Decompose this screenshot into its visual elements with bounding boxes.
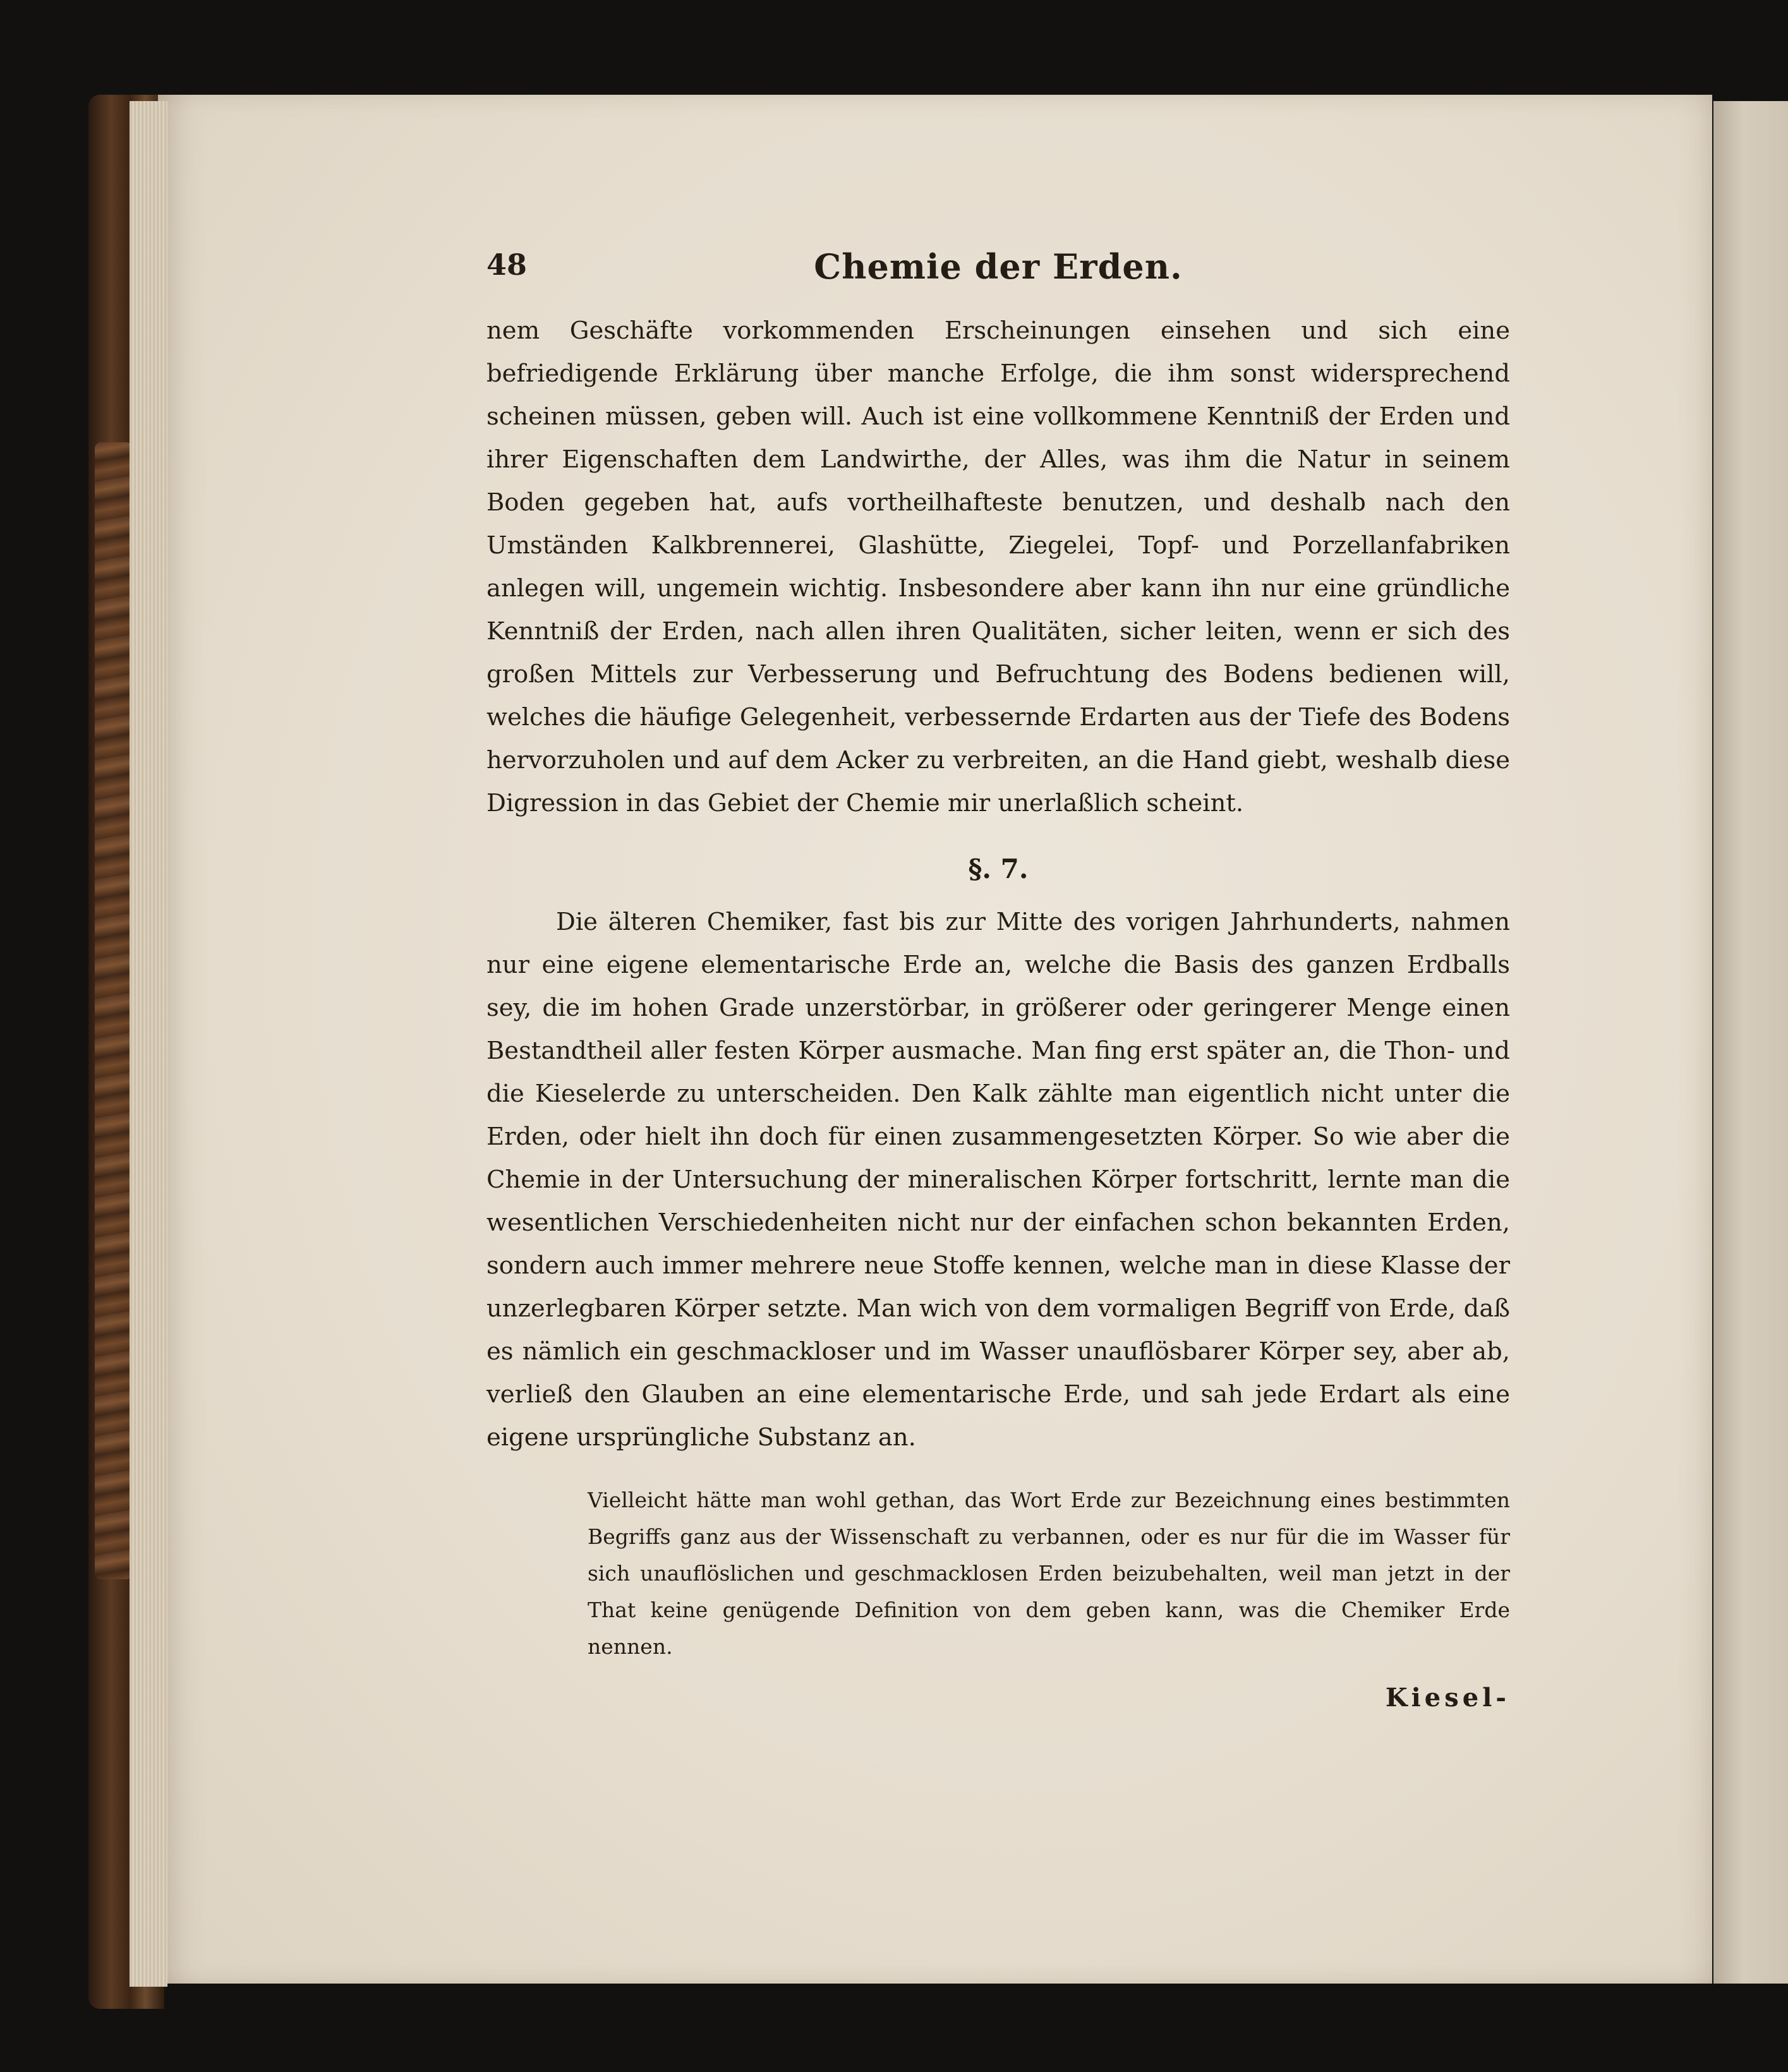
- catchword: Kiesel-: [1385, 1683, 1510, 1713]
- marbled-cover-edge: [95, 442, 133, 1579]
- section-heading: §. 7.: [968, 853, 1029, 884]
- facing-page-edge: [1713, 101, 1788, 1984]
- footnote: Vielleicht hätte man wohl gethan, das Wort Erde zur Bezeichnung eines bestimmten Begriffs ganz aus der Wissenschaft zu verbannen, oder es nur für die im Wasser für sich unauflöslichen und geschmacklosen Erden beizubehalten, weil man jetzt in der That keine genügende Definition von dem geben kann, was die Chemiker Erde nennen.: [588, 1488, 1510, 1659]
- page-text-block: [486, 240, 1510, 1713]
- page-header: [486, 240, 1510, 310]
- page-edges: [130, 101, 167, 1987]
- paragraph-continued: nem Geschäfte vorkommenden Erscheinungen einsehen und sich eine befriedigende Erklärung über manche Erfolge, die ihm sonst widersprechend scheinen müssen, geben will. Auch ist eine vollkommene Kenntniß der Erden und ihrer Eigenschaften dem Landwirthe, der Alles, was ihm die Natur in seinem Boden gegeben hat, aufs vortheilhafteste benutzen, und deshalb nach den Umständen Kalkbrennerei, Glashütte, Ziegelei, Topf- und Porzellanfabriken anlegen will, ungemein wichtig. Insbesondere aber kann ihn nur eine gründliche Kenntniß der Erden, nach allen ihren Qualitäten, sicher leiten, wenn er sich des großen Mittels zur Verbesserung und Befruchtung des Bodens bedienen will, welches die häufige Gelegenheit, verbessernde Erdarten aus der Tiefe des Bodens hervorzuholen und auf dem Acker zu verbreiten, an die Hand giebt, weshalb diese Digression in das Gebiet der Chemie mir unerlaßlich scheint.: [486, 316, 1510, 817]
- paragraph-section-7: Die älteren Chemiker, fast bis zur Mitte des vorigen Jahrhunderts, nahmen nur eine eigene elementarische Erde an, welche die Basis des ganzen Erdballs sey, die im hohen Grade unzerstörbar, in größerer oder geringerer Menge einen Bestandtheil aller festen Körper ausmache. Man fing erst später an, die Thon- und die Kieselerde zu unterscheiden. Den Kalk zählte man eigentlich nicht unter die Erden, oder hielt ihn doch für einen zusammengesetzten Körper. So wie aber die Chemie in der Untersuchung der mineralischen Körper fortschritt, lernte man die wesentlichen Verschiedenheiten nicht nur der einfachen schon bekannten Erden, sondern auch immer mehrere neue Stoffe kennen, welche man in diese Klasse der unzerlegbaren Körper setzte. Man wich von dem vormaligen Begriff von Erde, daß es nämlich ein geschmackloser und im Wasser unauflösbarer Körper sey, aber ab, verließ den Glauben an eine elementarische Erde, und sah jede Erdart als eine eigene ursprüngliche Substanz an.: [486, 908, 1510, 1452]
- running-title: Chemie der Erden.: [814, 246, 1183, 287]
- page-number: 48: [486, 248, 528, 282]
